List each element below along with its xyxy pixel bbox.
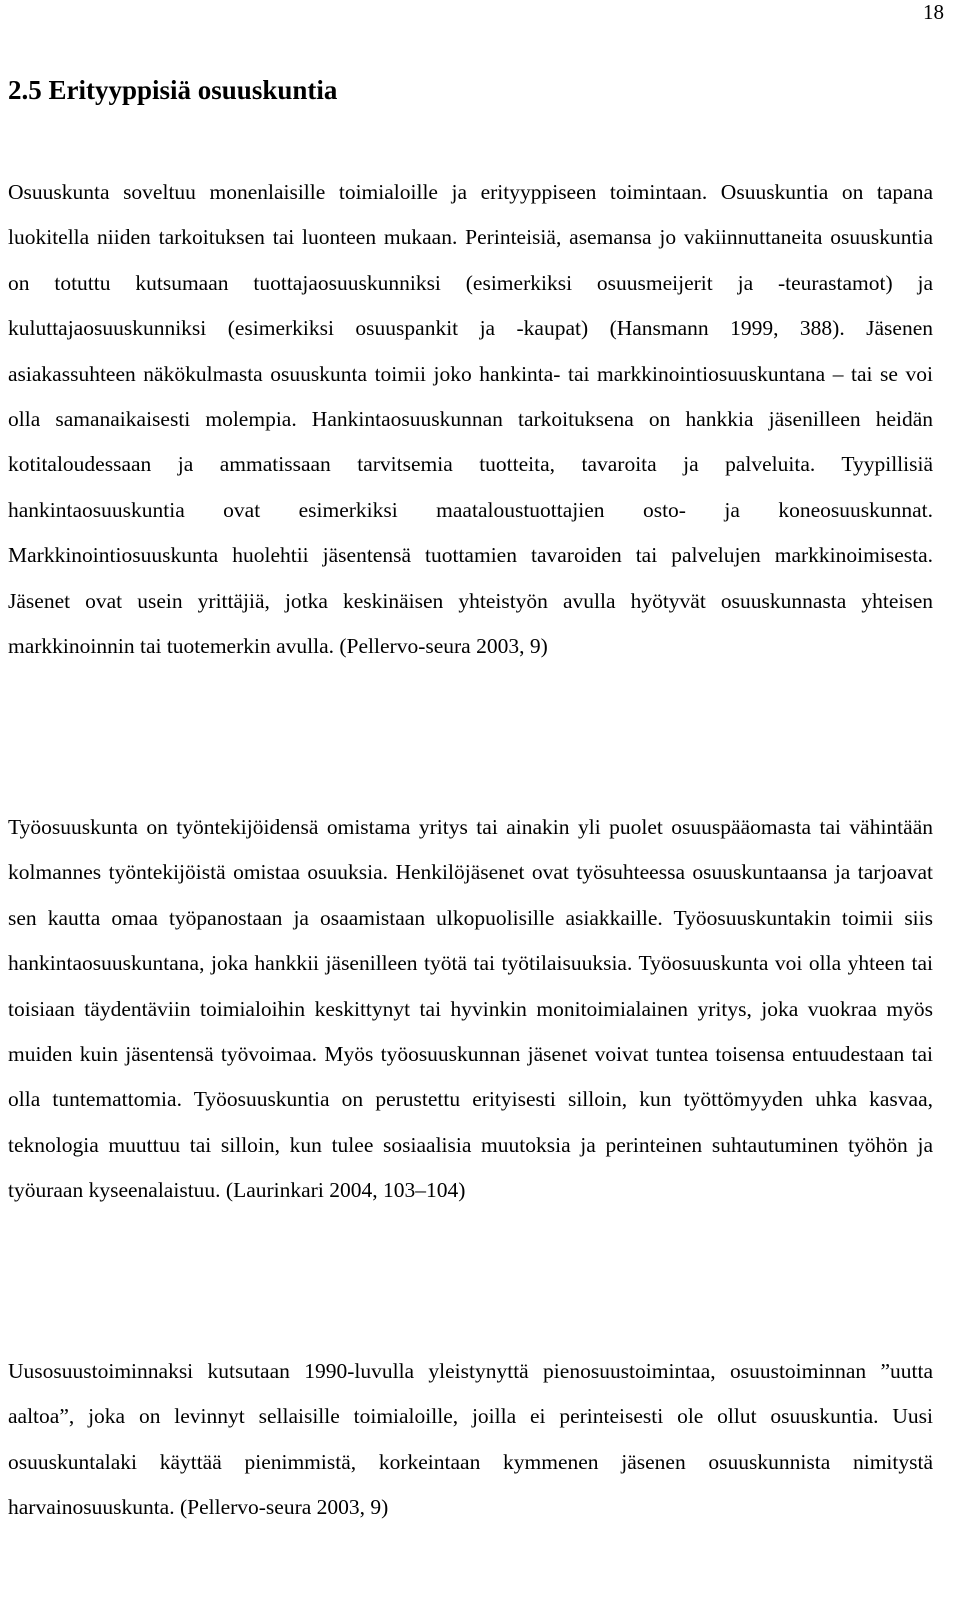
page-number: 18	[923, 0, 944, 24]
paragraph-tyoosuuskunta: Työosuuskunta on työntekijöidensä omistama yritys tai ainakin yli puolet osuuspääomasta tai vähintään kolmannes työntekijöistä omistaa osuuksia. Henkilöjäsenet ovat työsuhteessa osuuskuntaansa ja tarjoavat sen kautta omaa työpanostaan ja osaamistaan ulkopuolisille asiakkaille. Työosuuskuntakin toimii siis hankintaosuuskuntana, joka hankkii jäsenilleen työtä tai työtilaisuuksia. Työosuuskunta voi olla yhteen tai toisiaan täydentäviin toimialoihin keskittynyt tai hyvinkin monitoimialainen yritys, joka vuokraa myös muiden kuin jäsentensä työvoimaa. Myös työosuuskunnan jäsenet voivat tuntea toisensa entuudestaan tai olla tuntemattomia. Työosuuskuntia on perustettu erityisesti silloin, kun työttömyyden uhka kasvaa, teknologia muuttuu tai silloin, kun tulee sosiaalisia muutoksia ja perinteinen suhtautuminen työhön ja työuraan kyseenalaistuu. (Laurinkari 2004, 103–104)	[8, 815, 933, 1203]
paragraph-osuuskuntatyypit: Osuuskunta soveltuu monenlaisille toimialoille ja erityyppiseen toimintaan. Osuuskuntia on tapana luokitella niiden tarkoituksen tai luonteen mukaan. Perinteisiä, asemansa jo vakiinnuttaneita osuuskuntia on totuttu kutsumaan tuottajaosuuskunniksi (esimerkiksi osuusmeijerit ja -teurastamot) ja kuluttajaosuuskunniksi (esimerkiksi osuuspankit ja -kaupat) (Hansmann 1999, 388). Jäsenen asiakassuhteen näkökulmasta osuuskunta toimii joko hankinta- tai markkinointiosuuskuntana – tai se voi olla samanaikaisesti molempia. Hankintaosuuskunnan tarkoituksena on hankkia jäsenilleen heidän kotitaloudessaan ja ammatissaan tarvitsemia tuotteita, tavaroita ja palveluita. Tyypillisiä hankintaosuuskuntia ovat esimerkiksi maataloustuottajien osto- ja koneosuuskunnat. Markkinointiosuuskunta huolehtii jäsentensä tuottamien tavaroiden tai palvelujen markkinoimisesta. Jäsenet ovat usein yrittäjiä, jotka keskinäisen yhteistyön avulla hyötyvät osuuskunnasta yhteisen markkinoinnin tai tuotemerkin avulla. (Pellervo-seura 2003, 9)	[8, 180, 933, 659]
section-heading: 2.5 Erityyppisiä osuuskuntia	[8, 75, 338, 105]
paragraph-uusosuustoiminta: Uusosuustoiminnaksi kutsutaan 1990-luvulla yleistynyttä pienosuustoimintaa, osuustoiminnan ”uutta aaltoa”, joka on levinnyt sellaisille toimialoille, joilla ei perinteisesti ole ollut osuuskuntia. Uusi osuuskuntalaki käyttää pienimmistä, korkeintaan kymmenen jäsenen osuuskunnista nimitystä harvainosuuskunta. (Pellervo-seura 2003, 9)	[8, 1359, 933, 1520]
